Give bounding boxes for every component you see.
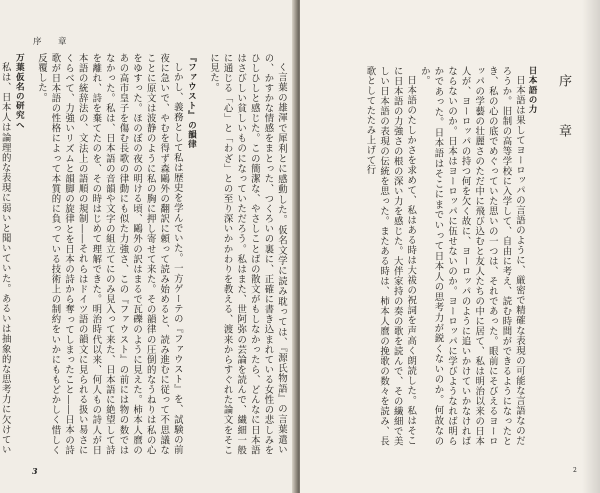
body-paragraph: 私は、日本人は論理的な表現に弱いと聞いていた。あるいは抽象的な思考力に欠けてい xyxy=(0,62,11,455)
body-paragraph: く言葉の雄渾で犀利とに感動した。仮名文学に読み耽っては、『源氏物語』の言葉遣いの、かすかな情感をまとった、つくろいの裏に、正確に書き込まれている女性の悲しみをひしひしと感じた。この簡潔な、やさしことばの散文がもしなかったら、どんなに日本語はさびしい貧しいものになっていただろう。私はまた、世阿弥の芸論を読んで、繊細一般に通じる「心」と「わざ」との至り深いかかわりを教える、渡来からすぐれた論文をそこに見た。 xyxy=(208,53,287,455)
left-body-text xyxy=(0,53,288,455)
body-paragraph: 日本語は果してヨーロッパの言語のように、厳密で精確な表現の可能な言語なのだろうか。旧制の高等学校に入学して、自由に考え、読む時間ができるようになったとき、私の心の底でめぐっていた思いの一つは、それであった。眼前にそびえるヨーロッパの学藝の壮麗さのただ中に飛び込むと友人たちの中に居て、私は明治以来の日本人が、ヨーロッパの持つ何を欠く故に、ヨーロッパのように追いかけていかなければならないのか。日本はヨーロッパに伍せないのか。ヨーロッパに学びようなれば明らかであった。日本語はそこにまでいって日本人の思考力が鋭くないのか。何故なのか。 xyxy=(418,66,525,446)
chapter-title: 序 章 xyxy=(556,74,571,149)
page-number: 2 xyxy=(573,467,577,474)
body-paragraph: 日本語のたしかさを求めて、私はある時は大祓の祝詞を声高く朗読した。私はそこに日本語の力強さの根の深い力を感じた。大伴家持の奏の歌を読んで、その繊細で美しい日本語の表現の伝統を思った。またある時は、柿本人麿の挽歌の数々を読み、長歌としてたたみ上げて行 xyxy=(364,66,417,446)
body-paragraph: しかし、義務として私は歴史を学んでいた。一方ゲーテの『ファウスト』を、試験の前夜に急いで、やむを得ず森鷗外の翻訳に頼って読み始めると、読み進むに従って不思議なことに原文は波静のように私の胸に押し寄せて来た。その韻律の圧倒的なうねりは私の心をゆすった。ほのぼの夜の明ける頃、鷗外の訳はまるで瓦礫のように見えた。柿本人麿のあの高市皇子を傷む長歌の律動にも似た力強さ、この『ファウスト』の前には物の数ではなかった。私は、日本語の音韻や文字の組立てにのみ見入って来た、日本語に絶望して詩を離れ、詩を棄てたのを、その時はじめて理解できた。明治時代以来、何人もの詩人が日本語の統辞法の、文法上の語順の規制――それらはドイツ語の韻文に見られる扱い易さにくらべて、力強いリズムと韻脚の旋律とを日本の詩から奪ってしまったこと――日本の詩歌が日本語の性格によって本質的に負っている技術上の制約をいかにももどかしく惜しく反覆した。 xyxy=(35,53,183,455)
section-heading-faust: 『ファウスト』の韻律 xyxy=(186,53,197,149)
right-page xyxy=(300,0,600,493)
left-page xyxy=(0,0,296,493)
running-head: 序 章 xyxy=(33,37,71,47)
page-number: 3 xyxy=(32,466,38,476)
page-edge-shadow xyxy=(582,0,600,493)
section-heading-manyo: 万葉仮名の研究へ xyxy=(14,53,25,130)
section-heading-nihongo: 日本語の力 xyxy=(527,66,537,114)
right-body-text xyxy=(310,66,526,446)
